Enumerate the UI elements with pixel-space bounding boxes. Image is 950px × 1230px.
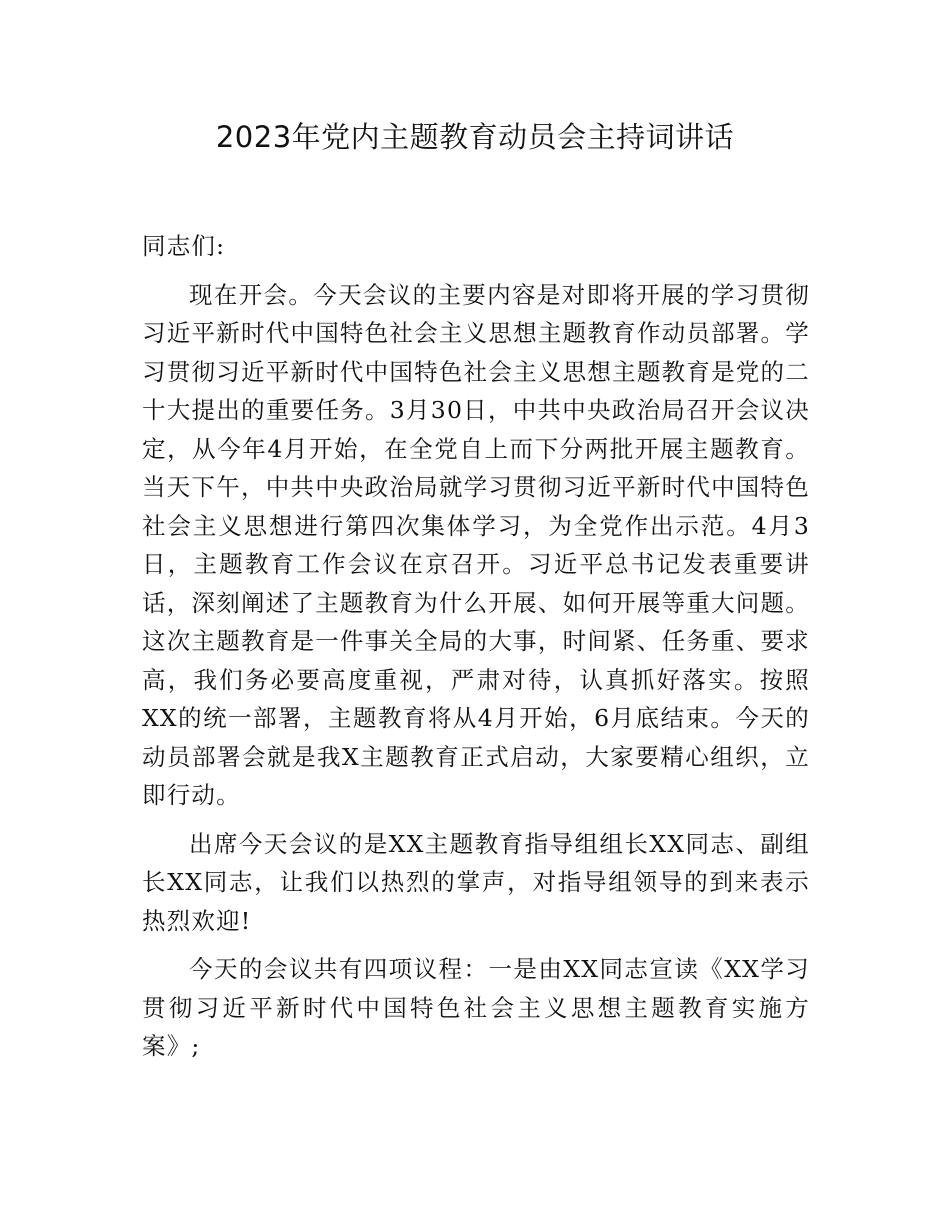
salutation: 同志们: [142,232,226,260]
paragraph-agenda: 今天的会议共有四项议程：一是由XX同志宣读《XX学习贯彻习近平新时代中国特色社会主义思想主题教育实施方案》; [142,955,810,1060]
paragraph-opening: 现在开会。今天会议的主要内容是对即将开展的学习贯彻习近平新时代中国特色社会主义思想主题教育作动员部署。学习贯彻习近平新时代中国特色社会主义思想主题教育是党的二十大提出的重要任务。3月30日，中共中央政治局召开会议决定，从今年4月开始，在全党自上而下分两批开展主题教育。当天下午，中共中央政治局就学习贯彻习近平新时代中国特色社会主义思想进行第四次集体学习，为全党作出示范。4月3日，主题教育工作会议在京召开。习近平总书记发表重要讲话，深刻阐述了主题教育为什么开展、如何开展等重大问题。这次主题教育是一件事关全局的大事，时间紧、任务重、要求高，我们务必要高度重视，严肃对待，认真抓好落实。按照XX的统一部署，主题教育将从4月开始，6月底结束。今天的动员部署会就是我X主题教育正式启动，大家要精心组织，立即行动。 [142,280,810,809]
document-body [142,227,810,1076]
paragraph-attendees: 出席今天会议的是XX主题教育指导组组长XX同志、副组长XX同志，让我们以热烈的掌声，对指导组领导的到来表示热烈欢迎! [142,829,810,935]
document-title: 2023年党内主题教育动员会主持词讲话 [215,120,735,154]
